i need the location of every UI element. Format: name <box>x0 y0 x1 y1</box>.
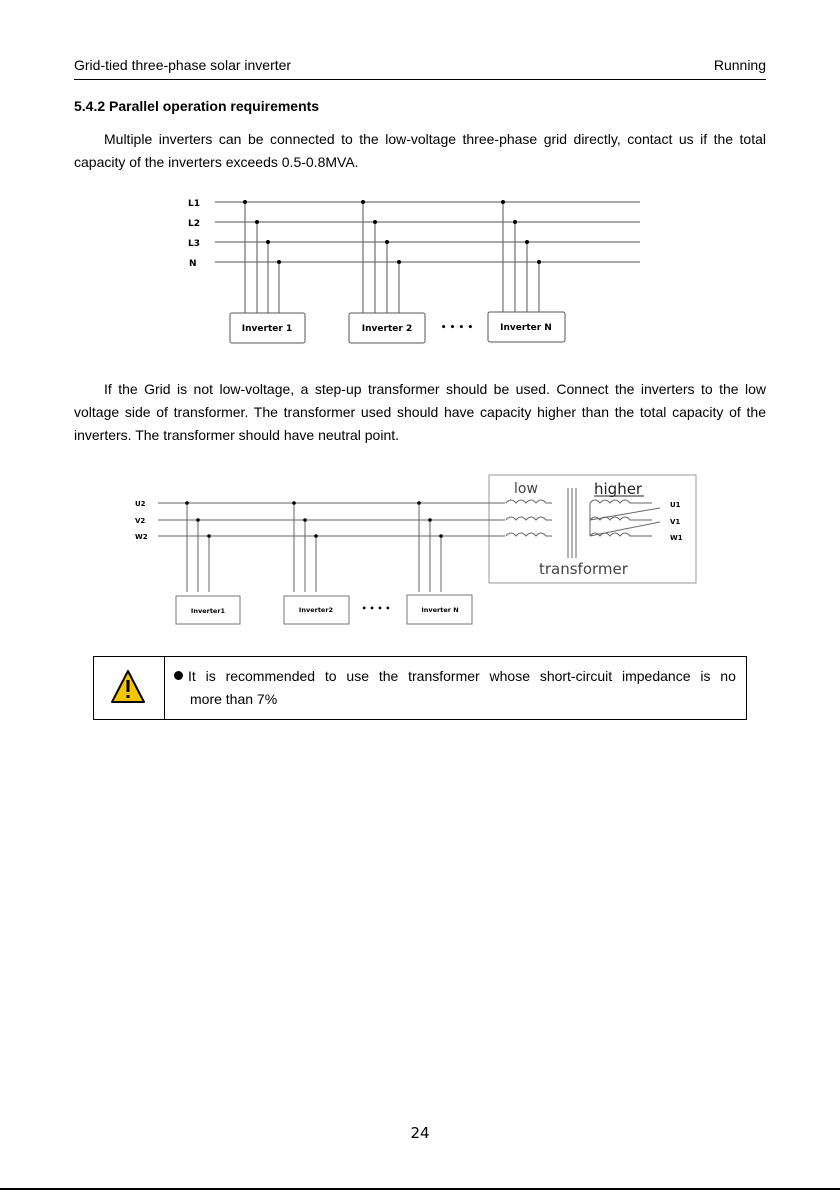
inverter-2-label: Inverter2 <box>298 606 334 614</box>
inverter-n-label: Inverter N <box>421 606 459 614</box>
ellipsis: • • • • <box>440 323 474 333</box>
note-word: short-circuit <box>539 668 613 684</box>
line-label-u2: U2 <box>135 500 146 508</box>
note-word: impedance <box>622 668 691 684</box>
inverter-2-label: Inverter 2 <box>361 324 413 334</box>
line-label-l3: L3 <box>188 239 200 249</box>
paragraph-parallel-operation: Multiple inverters can be connected to the low-voltage three-phase grid directly, contact us if the total capacity of the inverters exceeds 0.5-0.8MVA. <box>74 131 766 170</box>
recommendation-note <box>93 656 747 720</box>
inverter-1-label: Inverter 1 <box>241 324 293 334</box>
bottom-rule <box>0 1188 840 1190</box>
page-number: 24 <box>410 1124 430 1142</box>
line-label-v2: V2 <box>135 517 146 525</box>
section-title: 5.4.2 Parallel operation requirements <box>74 98 320 114</box>
note-word: is <box>205 668 216 684</box>
transformer-label: transformer <box>539 560 628 578</box>
line-label-l1: L1 <box>188 199 200 209</box>
output-label-w1: W1 <box>670 534 683 542</box>
parallel-connection-diagram <box>160 190 650 350</box>
note-word: no <box>720 668 736 684</box>
warning-icon <box>94 657 164 719</box>
inverter-n-label: Inverter N <box>500 323 552 333</box>
output-label-u1: U1 <box>670 501 681 509</box>
inverter-1-label: Inverter1 <box>190 607 226 615</box>
ellipsis: • • • • <box>361 604 391 613</box>
note-word: to <box>324 668 337 684</box>
note-word: the <box>378 668 399 684</box>
note-word: use <box>346 668 369 684</box>
note-line-1 <box>174 665 736 688</box>
line-label-l2: L2 <box>188 219 200 229</box>
note-word: is <box>700 668 711 684</box>
line-label-n: N <box>189 259 197 269</box>
line-label-w2: W2 <box>135 533 148 541</box>
note-icon-cell <box>94 657 165 719</box>
note-word: It <box>174 665 196 688</box>
higher-label: higher <box>594 480 643 498</box>
header-title: Grid-tied three-phase solar inverter <box>74 57 292 73</box>
note-text <box>174 665 736 711</box>
header-section: Running <box>713 57 766 73</box>
output-label-v1: V1 <box>670 518 681 526</box>
low-label: low <box>514 481 538 497</box>
paragraph-transformer: If the Grid is not low-voltage, a step-up transformer should be used. Connect the inverters to the low voltage side of transformer. The transformer used should have capacity higher than the total capacity of the inverters. The transformer should have neutral point. <box>74 381 766 443</box>
transformer-connection-diagram <box>120 470 700 635</box>
bullet-icon <box>174 671 183 680</box>
note-word: transformer <box>408 668 480 684</box>
note-word: whose <box>489 668 530 684</box>
page-header <box>74 57 766 80</box>
note-line-2: more than 7% <box>190 691 278 707</box>
note-word: recommended <box>225 668 316 684</box>
